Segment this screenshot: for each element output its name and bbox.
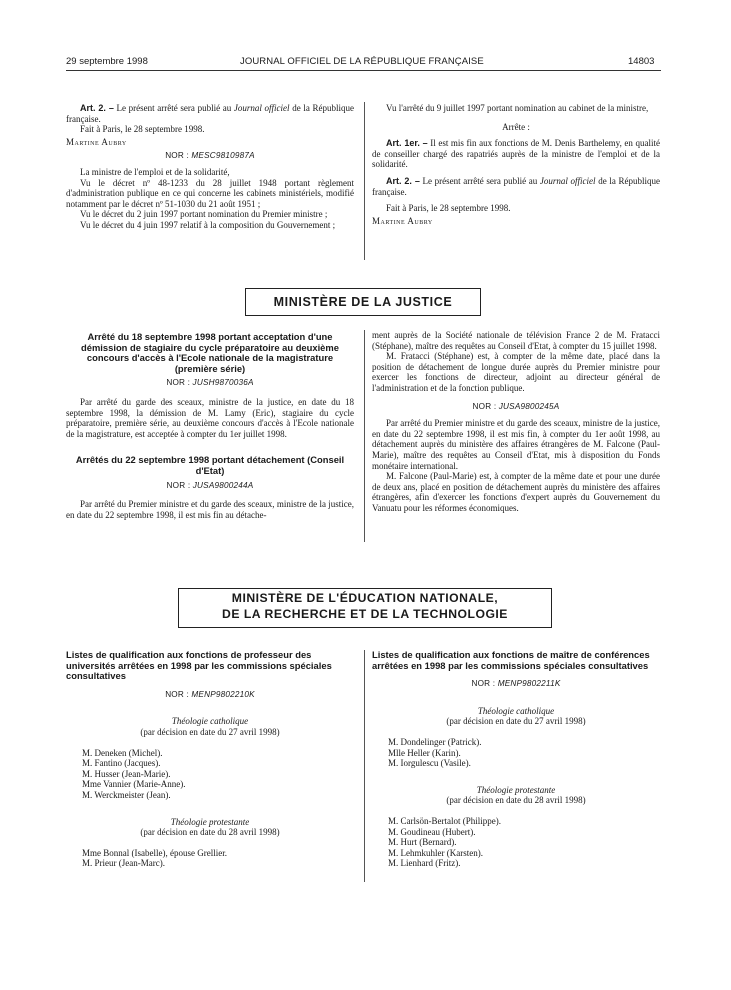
- justice-right-column: [372, 330, 660, 514]
- list-item: M. Carlsön-Bertalot (Philippe).: [388, 815, 501, 826]
- list-item: M. Hurt (Bernard).: [388, 837, 457, 848]
- nor-reference: NOR : JUSA9800244A: [166, 480, 254, 490]
- decree-title: Arrêtés du 22 septembre 1998 portant détachement (Conseil d'Etat): [75, 454, 345, 476]
- list-title: Listes de qualification aux fonctions de professeur des universités arrêtées en 1998 par les commissions spéciales consultatives: [66, 649, 332, 682]
- paragraph: Vu le décret du 2 juin 1997 portant nomination du Premier ministre ;: [80, 209, 328, 220]
- section-heading: Théologie protestante: [170, 816, 250, 827]
- list-item: M. Iorgulescu (Vasile).: [388, 758, 471, 769]
- paragraph: Par arrêté du Premier ministre et du garde des sceaux, ministre de la justice, en date du 22 septembre 1998, il est mis fin au détache-: [66, 499, 354, 520]
- list-item: M. Werckmeister (Jean).: [82, 789, 171, 800]
- list-title: Listes de qualification aux fonctions de maître de conférences arrêtées en 1998 par les commissions spéciales consultatives: [372, 649, 650, 671]
- paragraph: ment auprès de la Société nationale de télévision France 2 de M. Fratacci (Stéphane), maître des requêtes au Conseil d'Etat, à compter du 15 juillet 1998.: [372, 330, 660, 351]
- paragraph: Vu l'arrêté du 9 juillet 1997 portant nomination au cabinet de la ministre,: [386, 103, 649, 113]
- paragraph: M. Fratacci (Stéphane) est, à compter de la même date, placé dans la position de détachement de longue durée auprès du Premier ministre pour exercer les fonctions de directeur, adjoint au directeur général de l'administration et de la fonction publique.: [372, 351, 660, 393]
- list-item: Mme Vannier (Marie-Anne).: [82, 779, 186, 790]
- decree-title: Arrêté du 18 septembre 1998 portant acceptation d'une démission de stagiaire du cycle préparatoire au deuxième concours d'accès à l'Ecole nationale de la magistrature (première série): [81, 331, 339, 374]
- done-at: Fait à Paris, le 28 septembre 1998.: [386, 203, 511, 214]
- header-page-number: 14803: [628, 56, 655, 67]
- decision-date: (par décision en date du 28 avril 1998): [140, 827, 280, 838]
- nor-reference: NOR : JUSH9870036A: [166, 378, 254, 388]
- paragraph: M. Falcone (Paul-Marie) est, à compter de la même date et pour une durée de deux ans, placé en position de détachement auprès du ministère des affaires étrangères, afin d'exercer les fonctions d'expert auprès du Gouvernement du Vanuatu pour les réformes économiques.: [372, 471, 660, 513]
- list-item: Mlle Heller (Karin).: [388, 747, 461, 758]
- article-1: Art. 1er. – Il est mis fin aux fonctions de M. Denis Barthelemy, en qualité de conseiller chargé des rapatriés auprès de la ministre de l'emploi et de la solidarité.: [372, 138, 660, 170]
- list-item: M. Prieur (Jean-Marc).: [82, 858, 165, 869]
- list-item: M. Goudineau (Hubert).: [388, 826, 476, 837]
- nor-reference: NOR : MENP9802210K: [165, 689, 255, 699]
- ministry-justice-banner: MINISTÈRE DE LA JUSTICE: [245, 288, 481, 316]
- column-divider: [364, 650, 365, 882]
- list-item: M. Fantino (Jacques).: [82, 758, 161, 769]
- decision-date: (par décision en date du 27 avril 1998): [140, 726, 280, 737]
- banner-line: DE LA RECHERCHE ET DE LA TECHNOLOGIE: [222, 606, 508, 621]
- section-heading: Théologie protestante: [476, 784, 556, 795]
- done-at: Fait à Paris, le 28 septembre 1998.: [80, 124, 205, 135]
- signature: Martine Aubry: [66, 136, 127, 147]
- list-item: M. Lienhard (Fritz).: [388, 858, 461, 869]
- nor-reference: NOR : MENP9802211K: [471, 679, 561, 689]
- section-heading: Théologie catholique: [171, 716, 249, 727]
- header-journal-title: JOURNAL OFFICIEL DE LA RÉPUBLIQUE FRANÇAISE: [240, 56, 484, 67]
- paragraph: Vu le décret du 4 juin 1997 relatif à la composition du Gouvernement ;: [80, 219, 336, 230]
- decision-date: (par décision en date du 28 avril 1998): [446, 795, 586, 806]
- education-left-column: [66, 650, 354, 869]
- banner-line: MINISTÈRE DE L'ÉDUCATION NATIONALE,: [231, 591, 499, 605]
- nor-reference: NOR : JUSA9800245A: [472, 401, 560, 411]
- paragraph: Par arrêté du garde des sceaux, ministre de la justice, en date du 18 septembre 1998, la démission de M. Lamy (Eric), stagiaire du cycle préparatoire, première série, au deuxième concours d'accès à l'Ecole nationale de la magistrature, est acceptée à compter du 1er juillet 1998.: [66, 396, 354, 439]
- ministry-education-banner: [178, 588, 552, 628]
- article-2: Art. 2. – Le présent arrêté sera publié au Journal officiel de la République française.: [66, 103, 355, 124]
- education-right-column: [372, 650, 660, 869]
- list-item: M. Dondelinger (Patrick).: [388, 736, 482, 747]
- column-divider: [364, 330, 365, 542]
- section-heading: Théologie catholique: [477, 705, 555, 716]
- top-right-column: [372, 103, 660, 226]
- top-left-column: [66, 103, 354, 231]
- header-rule: [66, 70, 661, 71]
- decision-date: (par décision en date du 27 avril 1998): [446, 716, 586, 727]
- column-divider: [364, 102, 365, 260]
- paragraph: La ministre de l'emploi et de la solidarité,: [80, 166, 230, 177]
- list-item: M. Deneken (Michel).: [82, 747, 163, 758]
- article-2: Art. 2. – Le présent arrêté sera publié au Journal officiel de la République française.: [372, 175, 661, 197]
- header-date: 29 septembre 1998: [66, 56, 148, 67]
- list-item: M. Husser (Jean-Marie).: [82, 768, 171, 779]
- paragraph: Par arrêté du Premier ministre et du garde des sceaux, ministre de la justice, en date du 22 septembre 1998, il est mis fin, à compter du 1er août 1998, au détachement auprès du ministère des affaires étrangères de M. Falcone (Paul-Marie), maître des requêtes au Conseil d'Etat, mis à disposition du Fonds monétaire international.: [372, 418, 660, 471]
- justice-left-column: [66, 332, 354, 520]
- list-item: Mme Bonnal (Isabelle), épouse Grellier.: [82, 847, 227, 858]
- nor-reference: NOR : MESC9810987A: [165, 151, 255, 161]
- paragraph: Vu le décret nº 48-1233 du 28 juillet 1948 portant règlement d'administration publique en ce qui concerne les cabinets ministériels, modifié notamment par le décret nº 51-1030 du 21 août 1951 ;: [66, 177, 354, 209]
- signature: Martine Aubry: [372, 215, 433, 226]
- list-item: M. Lehmkuhler (Karsten).: [388, 847, 483, 858]
- decree-heading: Arrête :: [502, 121, 530, 132]
